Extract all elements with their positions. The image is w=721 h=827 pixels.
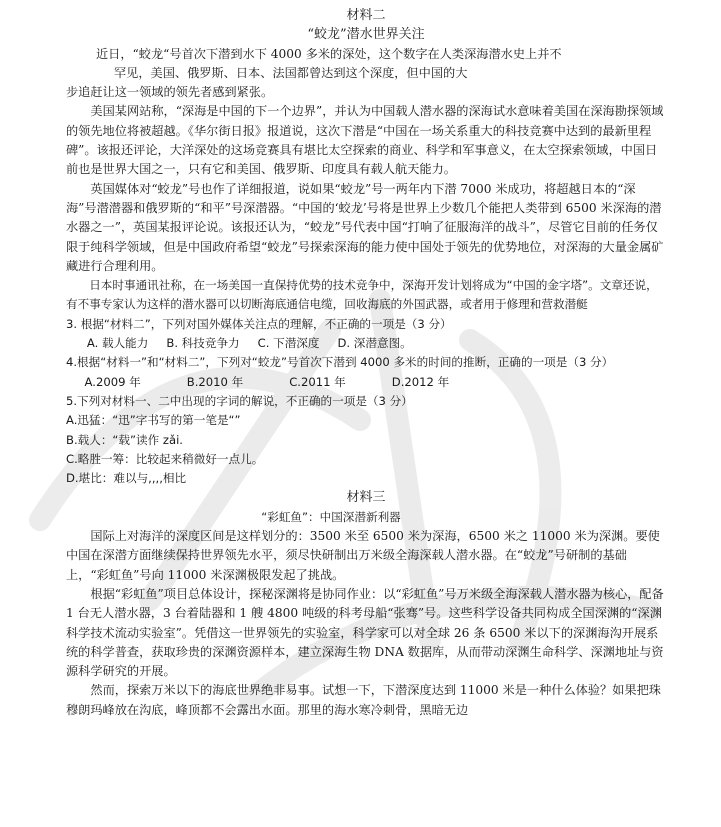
material2-para3: 英国媒体对“蛟龙”号也作了详细报道，说如果“蛟龙”号一两年内下潜 7000 米成功，将超越日本的“深海”号潜潜器和俄罗斯的“和平”号深潜器。“中国的‘蛟龙’号将是世界上少数几个能把人类带到 6500 米深海的潜水器之一”，英国某报评论说。该报还认为，“蛟龙”号代表中国“打响了征服海洋的战斗”，尽管它目前的任务仅限于纯科学领域，但是中国政府希望“蛟龙”号探索深海的能力使中国处于领先的优势地位，对深海的大量金属矿藏进行合理利用。 xyxy=(66,181,664,273)
material3-title: “彩虹鱼”：中国深潜新利器 xyxy=(261,509,401,524)
material3-para2: 根据“彩虹鱼”项目总体设计，探秘深渊将是协同作业：以“彩虹鱼”号万米级全海深载人潜水器为核心，配备 1 台无人潜水器，3 台着陆器和 1 艘 4800 吨级的科考母船“张骞”号。这些科学设备共同构成全国深渊的“深渊科学技术流动实验室”。凭借这一世界领先的实验室，科学家可以对全球 26 条 6500 米以下的深渊海沟开展系统的科学普查，获取珍贵的深渊资源样本，建立深海生物 DNA 数据库，从而带动深渊生命科学、深渊地址与资源科学研究的开展。 xyxy=(66,586,664,679)
question-3-option-a: A. 载人能力 xyxy=(86,336,149,351)
material2-para1-line3: 步追赶让这一领域的领先者感到紧张。 xyxy=(66,85,274,100)
question-3-option-d: D. 深潜意图。 xyxy=(337,336,412,351)
material2-para1-line2: 罕见，美国、俄罗斯、日本、法国都曾达到这个深度，但中国的大 xyxy=(114,65,468,80)
material2-para2: 美国某网站称，“深海是中国的下一个边界”，并认为中国载人潜水器的深海试水意味着美国在深海勘探领域的领先地位将被超越。《华尔街日报》报道说，这次下潜是“中国在一场关系重大的科技竞赛中达到的最新里程碑”。该报还评论，大洋深处的这场竞赛具有堪比太空探索的商业、科学和军事意义，在太空探索领域，中国日前也是世界大国之一，只有它和美国、俄罗斯、印度具有载人航天能力。 xyxy=(66,104,664,177)
question-4-options xyxy=(66,373,666,392)
question-3-option-b: B. 科技竞争力 xyxy=(166,336,240,351)
material3-heading: 材料三 xyxy=(346,490,386,506)
question-5-option-d: D.堪比：难以与,,,,相比 xyxy=(66,471,187,486)
document-body xyxy=(66,6,666,720)
material2-para1-line1: 近日，“蛟龙“号首次下潜到水下 4000 多米的深处，这个数字在人类深海潜水史上并不 xyxy=(96,46,562,61)
material3-para1: 国际上对海洋的深度区间是这样划分的：3500 米至 6500 米为深海，6500 米之 11000 米为深渊。要使中国在深潜方面继续保持世界领先水平，须尽快研制出万米级全海深载人潜水器。在“蛟龙”号研制的基础上，“彩虹鱼”号向 11000 米深渊极限发起了挑战。 xyxy=(66,529,660,582)
question-4-option-b: B.2010 年 xyxy=(186,374,244,389)
question-5-option-b: B.载人：“载”读作 zǎi. xyxy=(66,432,183,447)
material3-para3: 然而，探索万米以下的海底世界绝非易事。试想一下，下潜深度达到 11000 米是一种什么体验？如果把珠穆朗玛峰放在沟底，峰顶都不会露出水面。那里的海水寒冷刺骨，黑暗无边 xyxy=(66,683,661,717)
question-4-option-a: A.2009 年 xyxy=(84,374,141,389)
question-3-option-c: C. 下潜深度 xyxy=(257,336,320,351)
material2-heading: 材料二 xyxy=(346,8,386,23)
material2-title: “蛟龙”潜水世界关注 xyxy=(307,27,425,43)
question-3-stem: 3. 根据“材料二”，下列对国外媒体关注点的理解，不正确的一项是（3 分） xyxy=(66,316,452,331)
question-4-stem: 4.根据“材料一”和“材料二”，下列对“蛟龙”号首次下潜到 4000 多米的时间的推断，正确的一项是（3 分） xyxy=(66,355,614,370)
question-4-option-c: C.2011 年 xyxy=(289,374,346,389)
question-5-stem: 5.下列对材料一、二中出现的字词的解说，不正确的一项是（3 分） xyxy=(66,393,413,408)
question-4-option-d: D.2012 年 xyxy=(391,374,450,389)
question-3-options xyxy=(66,334,666,353)
material2-para4: 日本时事通讯社称，在一场美国一直保持优势的技术竞争中，深海开发计划将成为“中国的金字塔”。文章还说，有不事专家认为这样的潜水器可以切断海底通信电缆，回收海底的外国武器，或者用于修理和营救潜艇 xyxy=(66,278,658,312)
question-5-option-a: A.迅猛：“迅”字书写的第一笔是“” xyxy=(66,413,241,428)
question-5-option-c: C.略胜一筹：比较起来稍微好一点儿。 xyxy=(66,451,264,466)
